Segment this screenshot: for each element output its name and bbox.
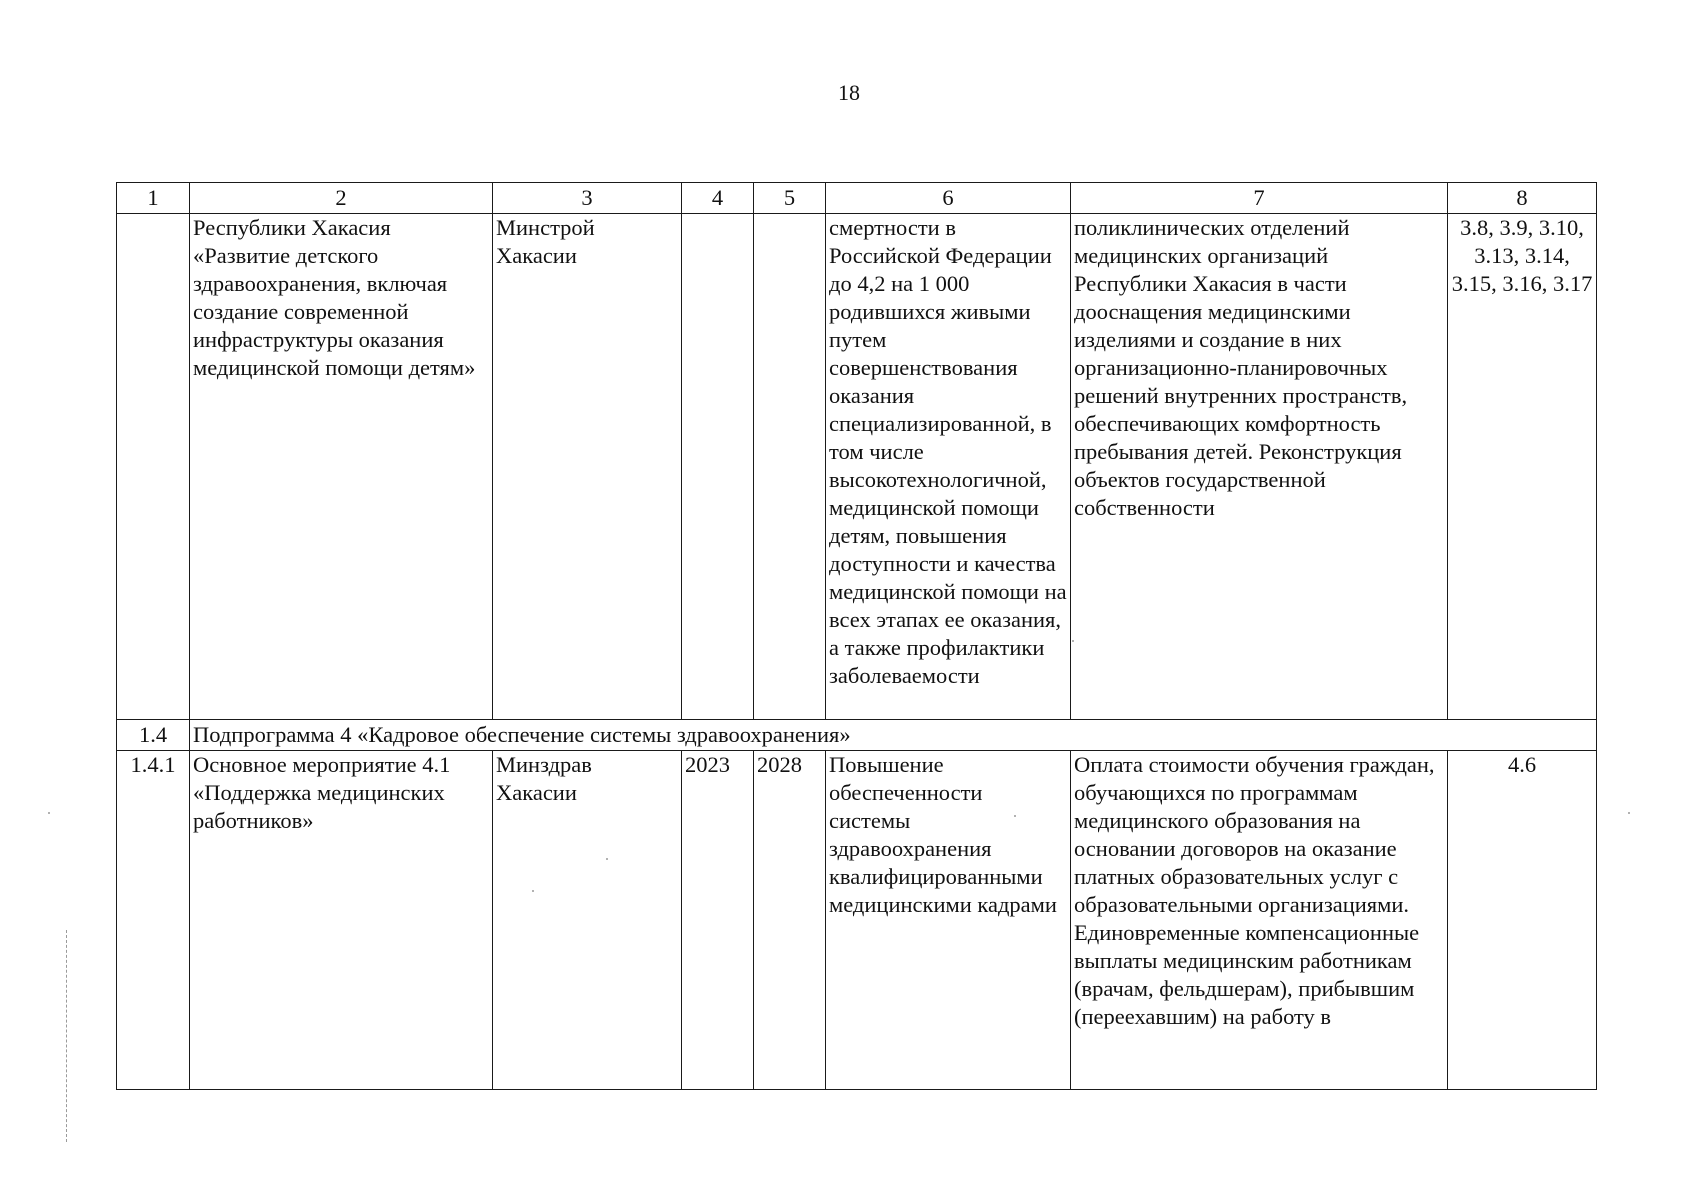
header-cell-2: 2 bbox=[190, 183, 493, 214]
indicator-link-cell: 3.8, 3.9, 3.10, 3.13, 3.14, 3.15, 3.16, 3.17 bbox=[1448, 214, 1597, 720]
header-cell-3: 3 bbox=[493, 183, 682, 214]
end-year-cell bbox=[754, 214, 826, 720]
start-year-cell: 2023 bbox=[682, 751, 754, 1090]
row-number-cell bbox=[117, 214, 190, 720]
row-number-cell: 1.4 bbox=[117, 720, 190, 751]
program-name-cell: Республики Хакасия «Развитие детского здравоохранения, включая создание современной инфраструктуры оказания медицинской помощи детям» bbox=[190, 214, 493, 720]
start-year-cell bbox=[682, 214, 754, 720]
main-directions-cell: Оплата стоимости обучения граждан, обучающихся по программам медицинского образования на основании договоров на оказание платных образовательных услуг с образовательными организациями. Единовременные компенсационные выплаты медицинским работникам (врачам, фельдшерам), прибывшим (переехавшим) на работу в bbox=[1071, 751, 1448, 1090]
main-directions-cell: поликлинических отделений медицинских организаций Республики Хакасия в части дооснащения медицинскими изделиями и создание в них организационно-планировочных решений внутренних пространств, обеспечивающих комфортность пребывания детей. Реконструкция объектов государственной собственности bbox=[1071, 214, 1448, 720]
subprogram-row bbox=[117, 720, 1597, 751]
expected-result-cell: Повышение обеспеченности системы здравоохранения квалифицированными медицинскими кадрами bbox=[826, 751, 1071, 1090]
header-cell-7: 7 bbox=[1071, 183, 1448, 214]
margin-stamp bbox=[66, 930, 119, 1142]
program-name-cell: Основное мероприятие 4.1 «Поддержка медицинских работников» bbox=[190, 751, 493, 1090]
end-year-cell: 2028 bbox=[754, 751, 826, 1090]
header-cell-1: 1 bbox=[117, 183, 190, 214]
subprogram-title-cell: Подпрограмма 4 «Кадровое обеспечение системы здравоохранения» bbox=[190, 720, 1597, 751]
header-cell-4: 4 bbox=[682, 183, 754, 214]
header-cell-5: 5 bbox=[754, 183, 826, 214]
table-header-row bbox=[117, 183, 1597, 214]
executor-cell: Минстрой Хакасии bbox=[493, 214, 682, 720]
header-cell-6: 6 bbox=[826, 183, 1071, 214]
indicator-link-cell: 4.6 bbox=[1448, 751, 1597, 1090]
row-number-cell: 1.4.1 bbox=[117, 751, 190, 1090]
header-cell-8: 8 bbox=[1448, 183, 1597, 214]
table-row bbox=[117, 214, 1597, 720]
table-row bbox=[117, 751, 1597, 1090]
expected-result-cell: смертности в Российской Федерации до 4,2 на 1 000 родившихся живыми путем совершенствования оказания специализированной, в том числе высокотехнологичной, медицинской помощи детям, повышения доступности и качества медицинской помощи на всех этапах ее оказания, а также профилактики заболеваемости bbox=[826, 214, 1071, 720]
page-number: 18 bbox=[838, 80, 860, 105]
executor-cell: Минздрав Хакасии bbox=[493, 751, 682, 1090]
program-table bbox=[116, 182, 1597, 1090]
